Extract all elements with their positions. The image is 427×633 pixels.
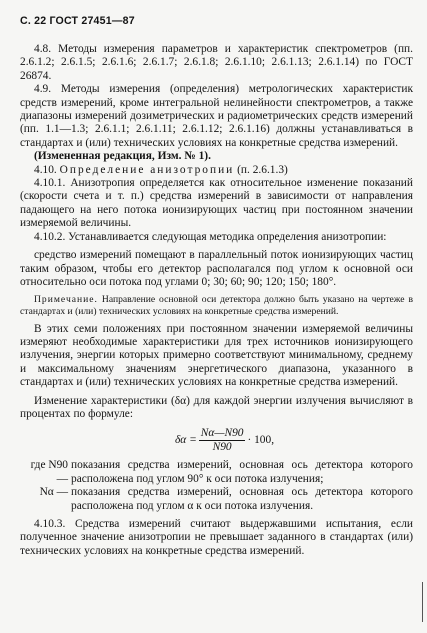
section-title: Определение анизотропии bbox=[59, 163, 235, 176]
page-header: С. 22 ГОСТ 27451—87 bbox=[20, 15, 135, 27]
method-paragraph: средство измерений помещают в параллельный поток ионизирующих частиц таким образом, чтобы его детектор располагался под углом к основной оси относительно оси потока под углами 0; 30; 60; 90; 120; 150; 180°. bbox=[20, 249, 413, 288]
change-paragraph: Изменение характеристики (δα) для каждой энергии излучения вычисляют в процентах по формуле: bbox=[20, 394, 413, 420]
note-paragraph bbox=[20, 294, 413, 317]
anisotropy-formula bbox=[36, 423, 413, 457]
formula-denominator: N90 bbox=[212, 440, 232, 453]
section-number: 4.10. bbox=[34, 163, 57, 176]
paragraph-4-9: 4.9. Методы измерения (определения) метрологических характеристик средств измерений, кроме интегральной нелинейности спектрометров, а также диапазоны измерений дозиметрических и радиометрических средств измерений (пп. 1.1—1.3; 2.6.1.1; 2.6.1.11; 2.6.1.12; 2.6.1.16) должны устанавливаться в стандартах и (или) технических условиях на конкретные средства измерений. bbox=[20, 83, 413, 149]
paragraph-4-10-1: 4.10.1. Анизотропия определяется как относительное изменение показаний (скорости счета и т. п.) средства измерений в зависимости от направления падающего на него потока ионизирующих частиц при постоянном значении измеряемой величины. bbox=[20, 177, 413, 230]
formula-lhs: δα = bbox=[174, 433, 197, 446]
definition-row bbox=[20, 486, 413, 513]
definition-term: Nα — bbox=[39, 486, 68, 499]
definition-text: показания средства измерений, основная ось детектора которого расположена под углом 90° к оси потока излучения; bbox=[71, 459, 413, 485]
section-reference: (п. 2.6.1.3) bbox=[237, 163, 288, 176]
formula-rhs: · 100, bbox=[247, 433, 275, 446]
paragraph-4-10-2: 4.10.2. Устанавливается следующая методика определения анизотропии: bbox=[34, 230, 387, 243]
document-body bbox=[20, 43, 413, 558]
note-text: Направление основной оси детектора должно быть указано на чертеже в стандартах и (или) технических условиях на конкретные средства измерений. bbox=[20, 294, 413, 317]
seven-positions-paragraph: В этих семи положениях при постоянном значении измеряемой величины измеряют необходимые характеристики для трех источников ионизирующего излучения, энергии которых примерно соответствуют минимальному, среднему и максимальному значениям энергетического диапазона, указанного в стандартах и (или) технических условиях на конкретные средства измерений. bbox=[20, 322, 413, 389]
margin-revision-line bbox=[416, 582, 423, 622]
paragraph-4-10-3: 4.10.3. Средства измерений считают выдержавшими испытания, если полученное значение анизотропии не превышает заданного в стандартах (или) технических условиях на конкретные средства измерений. bbox=[20, 517, 413, 557]
variable-definitions bbox=[20, 459, 413, 513]
amendment-note: (Измененная редакция, Изм. № 1). bbox=[34, 150, 211, 163]
note-label: Примечание. bbox=[34, 294, 98, 306]
formula-fraction bbox=[199, 427, 246, 454]
definition-text: показания средства измерений, основная ось детектора которого расположена под углом α к оси потока излучения. bbox=[71, 486, 413, 512]
paragraph-4-8: 4.8. Методы измерения параметров и характеристик спектрометров (пп. 2.6.1.2; 2.6.1.5; 2.6.1.6; 2.6.1.7; 2.6.1.8; 2.6.1.10; 2.6.1.13; 2.6.1.14) по ГОСТ 26874. bbox=[20, 43, 413, 82]
section-4-10-heading bbox=[20, 164, 413, 177]
definition-term: где N90 — bbox=[30, 459, 68, 485]
formula-numerator: Nα—N90 bbox=[200, 426, 244, 439]
definition-row bbox=[20, 459, 413, 486]
